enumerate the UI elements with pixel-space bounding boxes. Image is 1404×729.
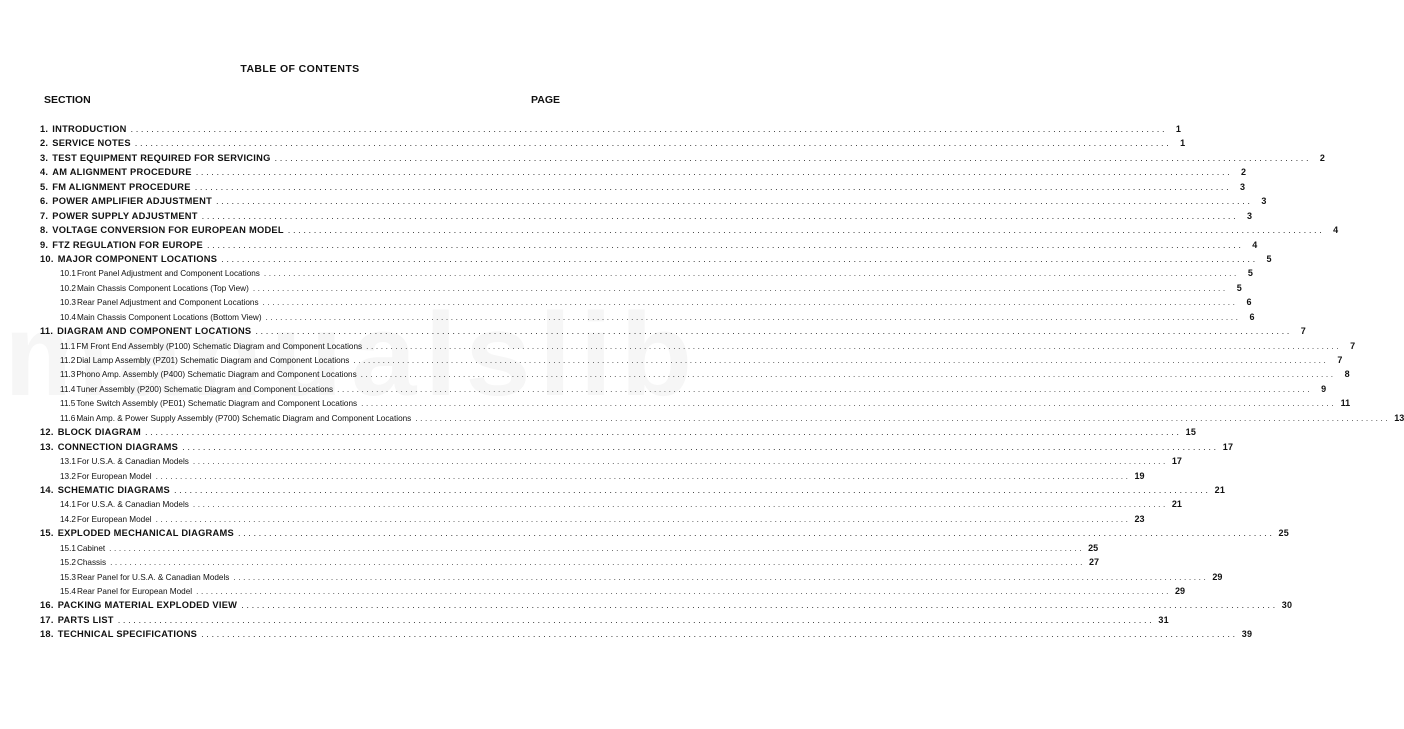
toc-entry-page: 1 [1180, 138, 1186, 149]
toc-entry-label: FM Front End Assembly (P100) Schematic Diagram and Component Locations [76, 341, 363, 351]
toc-entry-number: 13.1 [60, 457, 76, 467]
table-of-contents [40, 122, 1404, 642]
toc-subentry [40, 353, 1343, 367]
toc-entry-page: 25 [1278, 528, 1290, 539]
toc-entry-page: 11 [1340, 398, 1351, 409]
toc-entry [40, 151, 1326, 165]
toc-entry-number: 12. [40, 427, 54, 438]
page-title: TABLE OF CONTENTS [240, 63, 360, 75]
toc-subentry [40, 295, 1252, 309]
toc-entry-label: CONNECTION DIAGRAMS [57, 441, 179, 452]
toc-entry-label: SCHEMATIC DIAGRAMS [57, 484, 170, 495]
toc-entry-label: Main Chassis Component Locations (Bottom View) [76, 312, 262, 322]
toc-entry-number: 11.6 [60, 413, 76, 423]
dot-leader: ........................................................................................................................................................................................................ [360, 370, 1336, 380]
toc-entry-label: For U.S.A. & Canadian Models [76, 457, 189, 467]
toc-entry [40, 252, 1272, 266]
toc-entry-label: FM ALIGNMENT PROCEDURE [52, 181, 191, 192]
toc-entry-label: For European Model [76, 471, 152, 481]
toc-entry-page: 4 [1252, 239, 1258, 250]
toc-entry-label: Dial Lamp Assembly (PZ01) Schematic Diagram and Component Locations [76, 356, 350, 365]
dot-leader: ........................................................................................................................................................................................................ [233, 572, 1209, 582]
toc-entry-page: 31 [1158, 614, 1169, 625]
toc-entry-number: 3. [40, 152, 49, 163]
dot-leader: ........................................................................................................................................................................................................ [337, 384, 1313, 394]
toc-entry-label: Front Panel Adjustment and Component Locations [76, 269, 260, 279]
toc-entry-label: AM ALIGNMENT PROCEDURE [52, 167, 192, 178]
toc-entry-number: 14. [40, 484, 54, 495]
toc-entry-number: 10.1 [60, 269, 76, 279]
toc-entry-page: 5 [1266, 253, 1272, 264]
toc-entry-number: 6. [40, 196, 49, 207]
dot-leader: ........................................................................................................................................................................................................ [241, 600, 1278, 611]
toc-subentry [40, 541, 1099, 555]
dot-leader: ........................................................................................................................................................................................................ [255, 326, 1292, 337]
toc-entry-number: 11.3 [60, 370, 76, 380]
toc-entry-page: 27 [1089, 557, 1100, 568]
toc-entry-page: 29 [1212, 571, 1223, 582]
toc-entry [40, 238, 1258, 252]
dot-leader: ........................................................................................................................................................................................................ [110, 558, 1086, 568]
dot-leader: ........................................................................................................................................................................................................ [194, 181, 1232, 192]
toc-subentry [40, 497, 1182, 511]
dot-leader: ........................................................................................................................................................................................................ [361, 399, 1337, 409]
toc-entry-number: 15. [40, 528, 54, 539]
toc-entry-page: 19 [1134, 470, 1145, 481]
toc-entry-number: 11.5 [60, 399, 76, 409]
dot-leader: ........................................................................................................................................................................................................ [274, 152, 1312, 163]
toc-entry-page: 3 [1240, 181, 1246, 192]
toc-entry-page: 7 [1337, 355, 1343, 365]
toc-entry [40, 223, 1339, 237]
toc-entry-label: TECHNICAL SPECIFICATIONS [57, 629, 198, 640]
toc-subentry [40, 266, 1253, 280]
toc-entry-label: MAJOR COMPONENT LOCATIONS [57, 253, 218, 264]
toc-subentry [40, 570, 1223, 584]
toc-entry-label: Rear Panel for European Model [76, 587, 193, 596]
toc-entry [40, 440, 1234, 454]
toc-entry-number: 15.2 [60, 558, 76, 568]
toc-entry-label: Tone Switch Assembly (PE01) Schematic Diagram and Component Locations [76, 399, 358, 409]
toc-entry-number: 13.2 [60, 471, 76, 481]
toc-entry [40, 613, 1169, 627]
toc-entry [40, 165, 1247, 179]
dot-leader: ........................................................................................................................................................................................................ [195, 167, 1233, 178]
dot-leader: ........................................................................................................................................................................................................ [155, 514, 1131, 524]
dot-leader: ........................................................................................................................................................................................................ [196, 587, 1172, 596]
dot-leader: ........................................................................................................................................................................................................ [192, 500, 1168, 510]
toc-entry [40, 598, 1293, 612]
toc-entry-page: 1 [1175, 124, 1182, 134]
toc-entry-label: POWER SUPPLY ADJUSTMENT [52, 210, 198, 221]
toc-entry [40, 425, 1197, 439]
toc-entry [40, 324, 1306, 338]
toc-entry-label: VOLTAGE CONVERSION FOR EUROPEAN MODEL [52, 225, 284, 236]
toc-entry-number: 11.2 [60, 356, 76, 365]
dot-leader: ........................................................................................................................................................................................................ [130, 124, 1168, 134]
toc-entry-label: Chassis [76, 558, 107, 568]
toc-entry-label: INTRODUCTION [52, 124, 127, 134]
toc-entry-number: 9. [40, 239, 49, 250]
dot-leader: ........................................................................................................................................................................................................ [155, 471, 1131, 481]
toc-entry-label: SERVICE NOTES [52, 138, 131, 149]
toc-entry [40, 483, 1226, 497]
toc-entry-page: 39 [1241, 629, 1253, 640]
toc-subentry [40, 281, 1242, 295]
toc-entry-label: Rear Panel for U.S.A. & Canadian Models [76, 572, 230, 582]
toc-entry-label: For U.S.A. & Canadian Models [76, 500, 189, 510]
toc-entry-number: 5. [40, 181, 49, 192]
toc-entry-number: 11. [40, 326, 54, 337]
toc-entry [40, 209, 1253, 223]
dot-leader: ........................................................................................................................................................................................................ [262, 298, 1238, 308]
dot-leader: ........................................................................................................................................................................................................ [173, 484, 1211, 495]
dot-leader: ........................................................................................................................................................................................................ [287, 225, 1325, 236]
toc-entry [40, 194, 1267, 208]
toc-entry-label: TEST EQUIPMENT REQUIRED FOR SERVICING [52, 152, 271, 163]
toc-entry-number: 13. [40, 441, 54, 452]
toc-entry-page: 3 [1261, 196, 1267, 207]
toc-entry-label: PARTS LIST [57, 614, 114, 625]
toc-entry-page: 13 [1394, 412, 1404, 423]
toc-entry-label: EXPLODED MECHANICAL DIAGRAMS [57, 528, 234, 539]
toc-entry-label: POWER AMPLIFIER ADJUSTMENT [52, 196, 212, 207]
toc-entry-page: 2 [1319, 152, 1326, 163]
toc-entry-number: 2. [40, 138, 49, 149]
toc-entry-label: DIAGRAM AND COMPONENT LOCATIONS [57, 326, 252, 337]
toc-subentry [40, 555, 1100, 569]
toc-entry-number: 10. [40, 253, 54, 264]
dot-leader: ........................................................................................................................................................................................................ [265, 312, 1241, 322]
dot-leader: ........................................................................................................................................................................................................ [252, 283, 1228, 293]
toc-entry [40, 526, 1290, 540]
section-column-header: SECTION [44, 94, 91, 106]
toc-entry-label: Cabinet [76, 543, 106, 553]
toc-entry-number: 15.3 [60, 572, 76, 582]
toc-entry-number: 10.3 [60, 298, 76, 308]
dot-leader: ........................................................................................................................................................................................................ [366, 341, 1342, 351]
dot-leader: ........................................................................................................................................................................................................ [201, 210, 1239, 221]
dot-leader: ........................................................................................................................................................................................................ [221, 253, 1258, 264]
toc-entry [40, 627, 1253, 641]
toc-entry-label: PACKING MATERIAL EXPLODED VIEW [57, 600, 238, 611]
toc-entry-number: 18. [40, 629, 54, 640]
toc-subentry [40, 454, 1182, 468]
toc-subentry [40, 469, 1145, 483]
toc-entry-number: 1. [40, 124, 49, 134]
dot-leader: ........................................................................................................................................................................................................ [145, 427, 1182, 438]
toc-entry-page: 8 [1344, 369, 1350, 380]
toc-entry-number: 15.1 [60, 543, 76, 553]
toc-entry-page: 29 [1175, 586, 1186, 596]
dot-leader: ........................................................................................................................................................................................................ [353, 356, 1329, 365]
toc-entry-label: Rear Panel Adjustment and Component Locations [76, 298, 259, 308]
toc-entry-label: Main Amp. & Power Supply Assembly (P700) Schematic Diagram and Component Locations [76, 413, 412, 423]
toc-entry-page: 7 [1300, 326, 1306, 337]
toc-entry-page: 6 [1246, 297, 1252, 308]
toc-subentry [40, 310, 1255, 324]
toc-entry-number: 14.2 [60, 514, 76, 524]
toc-entry-page: 3 [1247, 210, 1253, 221]
toc-entry-page: 30 [1281, 600, 1293, 611]
toc-entry-page: 17 [1222, 441, 1234, 452]
toc-entry-page: 15 [1185, 427, 1197, 438]
toc-subentry [40, 382, 1327, 396]
toc-entry [40, 136, 1186, 150]
toc-entry-label: Main Chassis Component Locations (Top View) [76, 283, 249, 293]
toc-entry-number: 11.1 [60, 341, 76, 351]
dot-leader: ........................................................................................................................................................................................................ [237, 528, 1275, 539]
toc-entry [40, 180, 1246, 194]
dot-leader: ........................................................................................................................................................................................................ [263, 269, 1239, 279]
dot-leader: ........................................................................................................................................................................................................ [206, 239, 1244, 250]
dot-leader: ........................................................................................................................................................................................................ [134, 138, 1172, 149]
page-column-header: PAGE [531, 94, 560, 106]
toc-entry-label: BLOCK DIAGRAM [57, 427, 141, 438]
toc-entry-number: 16. [40, 600, 54, 611]
toc-entry-number: 10.4 [60, 312, 76, 322]
toc-entry-number: 10.2 [60, 283, 76, 293]
toc-entry-number: 8. [40, 225, 49, 236]
toc-entry-number: 7. [40, 210, 49, 221]
toc-entry-page: 7 [1350, 340, 1356, 351]
toc-entry-page: 5 [1247, 268, 1253, 279]
toc-entry-label: Phono Amp. Assembly (P400) Schematic Diagram and Component Locations [76, 370, 357, 380]
dot-leader: ........................................................................................................................................................................................................ [109, 543, 1085, 553]
toc-subentry [40, 396, 1351, 410]
dot-leader: ........................................................................................................................................................................................................ [182, 441, 1219, 452]
toc-entry-label: Tuner Assembly (P200) Schematic Diagram and Component Locations [76, 384, 334, 394]
toc-entry-page: 6 [1249, 311, 1255, 322]
toc-subentry [40, 411, 1404, 425]
dot-leader: ........................................................................................................................................................................................................ [216, 196, 1253, 207]
toc-subentry [40, 584, 1186, 598]
toc-entry-page: 23 [1134, 513, 1145, 524]
dot-leader: ........................................................................................................................................................................................................ [201, 629, 1238, 640]
dot-leader: ........................................................................................................................................................................................................ [117, 614, 1155, 625]
toc-entry-number: 17. [40, 614, 54, 625]
toc-entry-label: FTZ REGULATION FOR EUROPE [52, 239, 203, 250]
toc-entry-page: 2 [1241, 167, 1247, 178]
toc-entry-page: 17 [1171, 456, 1182, 467]
toc-entry [40, 122, 1182, 136]
toc-entry-number: 14.1 [60, 500, 76, 510]
dot-leader: ........................................................................................................................................................................................................ [192, 457, 1168, 467]
toc-entry-page: 21 [1214, 484, 1226, 495]
toc-entry-page: 4 [1333, 225, 1339, 236]
toc-entry-number: 15.4 [60, 587, 76, 596]
toc-entry-page: 5 [1236, 282, 1242, 293]
toc-subentry [40, 339, 1356, 353]
dot-leader: ........................................................................................................................................................................................................ [415, 413, 1391, 423]
toc-subentry [40, 367, 1350, 381]
toc-entry-page: 9 [1321, 383, 1327, 394]
toc-entry-page: 21 [1171, 499, 1182, 510]
toc-entry-label: For European Model [76, 514, 152, 524]
toc-entry-number: 11.4 [60, 384, 76, 394]
toc-entry-page: 25 [1088, 542, 1099, 553]
toc-subentry [40, 512, 1145, 526]
toc-entry-number: 4. [40, 167, 49, 178]
